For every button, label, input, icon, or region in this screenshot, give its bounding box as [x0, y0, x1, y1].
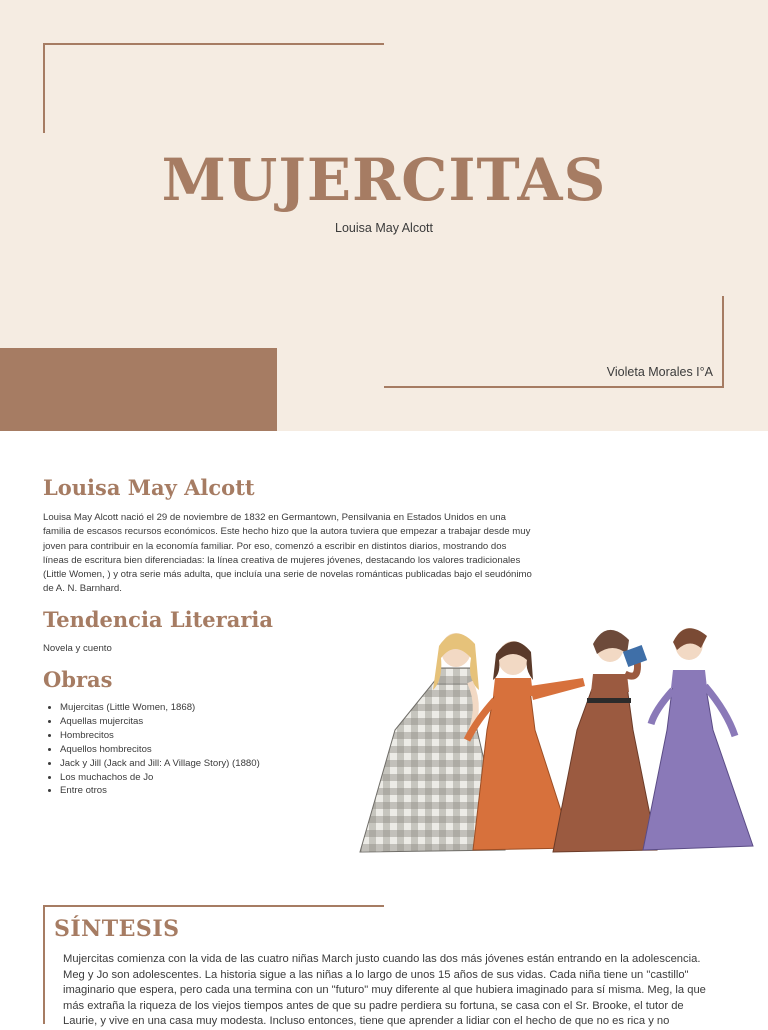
frame-bottom-line — [384, 386, 724, 388]
list-item: • Aquellos hombrecitos — [60, 743, 260, 757]
four-sisters-illustration — [355, 620, 765, 860]
list-item: • Jack y Jill (Jack and Jill: A Village Story) (1880) — [60, 757, 260, 771]
list-item: • Entre otros — [60, 784, 260, 798]
author-subtitle: Louisa May Alcott — [335, 221, 433, 235]
tendency-heading: Tendencia Literaria — [43, 607, 273, 632]
frame-right-line — [722, 296, 724, 388]
tendency-text: Novela y cuento — [43, 643, 112, 654]
list-item: • Hombrecitos — [60, 729, 260, 743]
list-item: • Aquellas mujercitas — [60, 715, 260, 729]
synthesis-top-line — [43, 905, 384, 907]
girl-purple-dress — [643, 628, 753, 850]
frame-left-line — [43, 43, 45, 133]
author-bio: Louisa May Alcott nació el 29 de noviembre de 1832 en Germantown, Pensilvania en Estados Unidos en una familia de escasos recursos económicos. Este hecho hizo que la autora tuviera que empezar a trabajar desde muy joven para contribuir en la economía familiar. Por eso, comenzó a escribir en distintos diarios, mostrando dos líneas de escritura bien diferenciadas: la línea creativa de mujeres jóvenes, destacando los valores tradicionales (Little Women, ) y otra serie más adulta, que incluía una serie de novelas románticas publicadas bajo el seudónimo de A. N. Barnhard. — [43, 512, 532, 595]
list-item: • Los muchachos de Jo — [60, 771, 260, 785]
synthesis-text: Mujercitas comienza con la vida de las cuatro niñas March justo cuando las dos más jóvenes están entrando en la adolescencia. Meg y Jo son adolescentes. La historia sigue a las niñas a lo largo de unos 15 años de sus vidas. Cada niña tiene un "castillo" imaginario que espera, pero cada una termina con un "futuro" muy diferente al que hubiera imaginado para sí misma. Meg, la que más extraña la riqueza de los viejos tiempos antes de que su padre perdiera su fortuna, se casa con el Sr. Brooke, el tutor de Laurie, y vive en una casa muy modesta. Incluso entonces, tiene que aprender a lidiar con el hecho de que no es rica y no — [63, 953, 706, 1028]
frame-top-line — [43, 43, 384, 45]
student-name: Violeta Morales I°A — [606, 365, 713, 379]
author-heading: Louisa May Alcott — [43, 475, 255, 500]
works-list — [43, 701, 260, 798]
synthesis-left-line — [43, 905, 45, 1024]
works-heading: Obras — [43, 667, 113, 692]
girl-brown-dress — [553, 630, 657, 852]
decorative-block — [0, 348, 277, 431]
page-title: MUJERCITAS — [161, 146, 607, 214]
list-item: • Mujercitas (Little Women, 1868) — [60, 701, 260, 715]
synthesis-heading: SÍNTESIS — [54, 916, 180, 942]
